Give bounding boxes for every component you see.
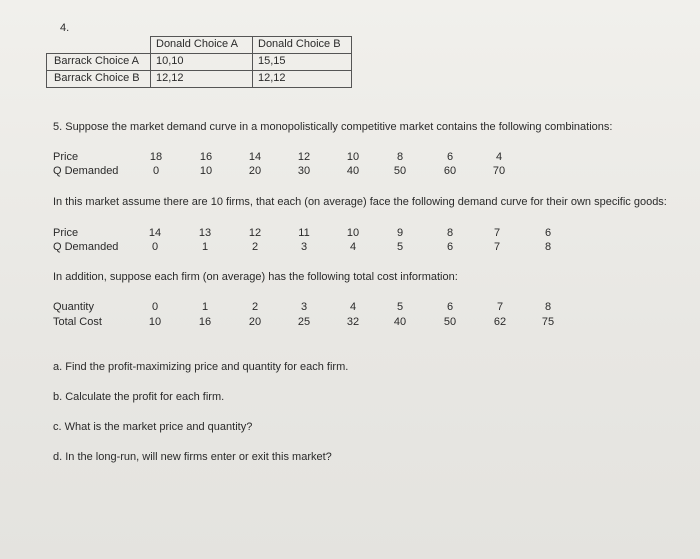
- quantity-value: 0: [151, 301, 159, 313]
- question-c: c. What is the market price and quantity?: [53, 421, 253, 433]
- quantity-value: 7: [493, 241, 501, 253]
- price-value: 12: [297, 151, 311, 163]
- column-header: Donald Choice B: [258, 38, 341, 50]
- quantity-value: 50: [393, 165, 407, 177]
- column-header: Donald Choice A: [156, 38, 238, 50]
- quantity-value: 5: [396, 241, 404, 253]
- question-b: b. Calculate the profit for each firm.: [53, 391, 225, 403]
- price-value: 4: [495, 151, 503, 163]
- price-value: 14: [148, 227, 162, 239]
- quantity-value: 4: [349, 241, 357, 253]
- total-cost-label: Total Cost: [53, 316, 102, 328]
- payoff-cell: 12,12: [156, 72, 184, 84]
- quantity-value: 60: [443, 165, 457, 177]
- price-value: 10: [346, 151, 360, 163]
- question-5-intro: 5. Suppose the market demand curve in a monopolistically competitive market contains the following combinations:: [53, 121, 613, 133]
- price-value: 6: [544, 227, 552, 239]
- row-header: Barrack Choice A: [54, 55, 139, 67]
- question-number: 4.: [60, 22, 70, 34]
- quantity-value: 8: [544, 301, 552, 313]
- quantity-value: 6: [446, 241, 454, 253]
- quantity-value: 1: [201, 241, 209, 253]
- row-header: Barrack Choice B: [54, 72, 140, 84]
- price-label: Price: [53, 227, 79, 239]
- quantity-value: 0: [151, 241, 159, 253]
- price-label: Price: [53, 151, 79, 163]
- price-value: 12: [248, 227, 262, 239]
- quantity-label: Q Demanded: [53, 241, 119, 253]
- question-d: d. In the long-run, will new firms enter or exit this market?: [53, 451, 332, 463]
- price-value: 11: [298, 227, 310, 239]
- total-cost-value: 16: [198, 316, 212, 328]
- quantity-label: Quantity: [53, 301, 94, 313]
- quantity-value: 7: [496, 301, 504, 313]
- quantity-value: 3: [300, 301, 308, 313]
- quantity-value: 8: [544, 241, 552, 253]
- table-rule: [46, 87, 352, 88]
- total-cost-value: 50: [443, 316, 457, 328]
- payoff-cell: 12,12: [258, 72, 286, 84]
- price-value: 10: [346, 227, 360, 239]
- question-a: a. Find the profit-maximizing price and quantity for each firm.: [53, 361, 349, 373]
- price-value: 16: [199, 151, 213, 163]
- total-cost-value: 40: [393, 316, 407, 328]
- quantity-value: 3: [300, 241, 308, 253]
- total-cost-value: 62: [493, 316, 507, 328]
- table-rule: [46, 53, 47, 88]
- total-cost-value: 10: [148, 316, 162, 328]
- quantity-value: 2: [251, 241, 259, 253]
- payoff-cell: 10,10: [156, 55, 184, 67]
- total-cost-value: 20: [248, 316, 262, 328]
- quantity-value: 40: [346, 165, 360, 177]
- price-value: 8: [446, 227, 454, 239]
- payoff-table: [46, 36, 352, 88]
- price-value: 7: [493, 227, 501, 239]
- price-value: 13: [198, 227, 212, 239]
- quantity-value: 1: [201, 301, 209, 313]
- quantity-value: 6: [446, 301, 454, 313]
- price-value: 6: [446, 151, 454, 163]
- quantity-label: Q Demanded: [53, 165, 119, 177]
- quantity-value: 5: [396, 301, 404, 313]
- payoff-cell: 15,15: [258, 55, 286, 67]
- table-rule: [150, 36, 151, 88]
- firm-demand-intro: In this market assume there are 10 firms, that each (on average) face the following demand curve for their own specific goods:: [53, 196, 667, 208]
- price-value: 14: [248, 151, 262, 163]
- table-rule: [252, 36, 253, 88]
- price-value: 9: [396, 227, 404, 239]
- quantity-value: 70: [492, 165, 506, 177]
- cost-intro: In addition, suppose each firm (on average) has the following total cost information:: [53, 271, 458, 283]
- quantity-value: 20: [248, 165, 262, 177]
- total-cost-value: 32: [346, 316, 360, 328]
- quantity-value: 0: [152, 165, 160, 177]
- quantity-value: 2: [251, 301, 259, 313]
- quantity-value: 30: [297, 165, 311, 177]
- quantity-value: 10: [199, 165, 213, 177]
- quantity-value: 4: [349, 301, 357, 313]
- price-value: 8: [396, 151, 404, 163]
- total-cost-value: 75: [541, 316, 555, 328]
- price-value: 18: [149, 151, 163, 163]
- total-cost-value: 25: [297, 316, 311, 328]
